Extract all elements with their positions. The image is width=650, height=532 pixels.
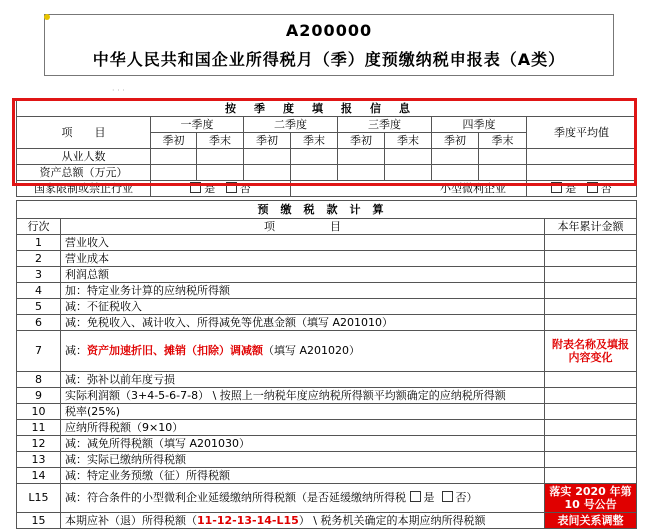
row-no: 10 <box>17 404 61 420</box>
row-no: 1 <box>17 235 61 251</box>
row-no: 7 <box>17 331 61 372</box>
input-cell[interactable] <box>432 149 479 165</box>
table-row <box>17 420 637 436</box>
table-row <box>17 331 637 372</box>
restricted-no-checkbox[interactable] <box>226 182 237 193</box>
input-cell[interactable] <box>291 149 338 165</box>
table-row <box>17 484 637 513</box>
yes-label: 是 <box>423 491 435 504</box>
restricted-industry-options <box>151 181 291 197</box>
no-label: 否） <box>455 491 478 504</box>
input-cell[interactable] <box>527 149 637 165</box>
q3-start-header: 季初 <box>338 133 385 149</box>
table-row <box>17 404 637 420</box>
row-no: 8 <box>17 372 61 388</box>
row-no: 3 <box>17 267 61 283</box>
employees-row <box>17 149 637 165</box>
row-no: 14 <box>17 468 61 484</box>
input-cell[interactable] <box>527 165 637 181</box>
amount-cell[interactable] <box>545 404 637 420</box>
input-cell[interactable] <box>432 165 479 181</box>
col-no-header: 行次 <box>17 219 61 235</box>
no-label: 否 <box>239 181 251 195</box>
row-no: 5 <box>17 299 61 315</box>
input-cell[interactable] <box>338 165 385 181</box>
amount-cell[interactable] <box>545 420 637 436</box>
note-attachment-change: 附表名称及填报内容变化 <box>545 331 637 372</box>
row-item: 本期应补（退）所得税额（11-12-13-14-L15） \ 税务机关确定的本期应纳所得税额 <box>61 513 545 529</box>
row-item: 减：实际已缴纳所得税额 <box>61 452 545 468</box>
row-item: 减：弥补以前年度亏损 <box>61 372 545 388</box>
no-label: 否 <box>600 181 612 195</box>
prepaid-tax-table <box>16 200 637 529</box>
row-item: 减：减免所得税额（填写 A201030） <box>61 436 545 452</box>
amount-cell[interactable] <box>545 235 637 251</box>
yes-label: 是 <box>565 181 577 195</box>
table-row <box>17 513 637 529</box>
table-row <box>17 235 637 251</box>
row-no: 9 <box>17 388 61 404</box>
q4-start-header: 季初 <box>432 133 479 149</box>
q4-header: 四季度 <box>432 117 527 133</box>
amount-cell[interactable] <box>545 251 637 267</box>
input-cell[interactable] <box>291 165 338 181</box>
table-row <box>17 468 637 484</box>
q2-header: 二季度 <box>244 117 338 133</box>
table-row <box>17 283 637 299</box>
input-cell[interactable] <box>479 149 527 165</box>
form-title: 中华人民共和国企业所得税月（季）度预缴纳税申报表（A类） <box>92 50 566 69</box>
form-code: A200000 <box>285 21 373 40</box>
row-item: 应纳所得税额（9×10） <box>61 420 545 436</box>
input-cell[interactable] <box>385 165 432 181</box>
assets-label: 资产总额（万元） <box>17 165 151 181</box>
restricted-industry-label: 国家限制或禁止行业 <box>17 181 151 197</box>
row-no: 15 <box>17 513 61 529</box>
table-row <box>17 372 637 388</box>
employees-label: 从业人数 <box>17 149 151 165</box>
table-row <box>17 267 637 283</box>
row-item: 加：特定业务计算的应纳税所得额 <box>61 283 545 299</box>
row-no: 11 <box>17 420 61 436</box>
q2-end-header: 季末 <box>291 133 338 149</box>
quarterly-info-table <box>16 100 637 197</box>
l15-yes-checkbox[interactable] <box>410 491 421 502</box>
table-row <box>17 251 637 267</box>
avg-header: 季度平均值 <box>527 117 637 149</box>
row-item: 营业收入 <box>61 235 545 251</box>
faint-artifact: · · · <box>112 86 125 95</box>
amount-cell[interactable] <box>545 315 637 331</box>
amount-cell[interactable] <box>545 468 637 484</box>
col-amount-header: 本年累计金额 <box>545 219 637 235</box>
table-row <box>17 436 637 452</box>
row-item: 实际利润额（3+4-5-6-7-8） \ 按照上一纳税年度应纳税所得额平均额确定的应纳税所得额 <box>61 388 545 404</box>
input-cell[interactable] <box>385 149 432 165</box>
amount-cell[interactable] <box>545 436 637 452</box>
row-no: 2 <box>17 251 61 267</box>
l15-no-checkbox[interactable] <box>442 491 453 502</box>
small-yes-checkbox[interactable] <box>551 182 562 193</box>
row-item: 利润总额 <box>61 267 545 283</box>
row-item: 减：资产加速折旧、摊销（扣除）调减额（填写 A201020） <box>61 331 545 372</box>
flags-row <box>17 181 637 197</box>
q3-header: 三季度 <box>338 117 432 133</box>
input-cell[interactable] <box>338 149 385 165</box>
form-title-box <box>44 14 614 76</box>
table-row <box>17 452 637 468</box>
highlight-text: 资产加速折旧、摊销（扣除）调减额 <box>87 344 263 357</box>
table-row <box>17 388 637 404</box>
row-item: 减：不征税收入 <box>61 299 545 315</box>
q4-end-header: 季末 <box>479 133 527 149</box>
input-cell[interactable] <box>151 149 197 165</box>
amount-cell[interactable] <box>545 299 637 315</box>
highlight-formula: 11-12-13-14-L15 <box>197 513 299 527</box>
row-no: 4 <box>17 283 61 299</box>
corner-marker <box>44 14 50 20</box>
info-section-title: 按季度填报信息 <box>17 101 637 117</box>
input-cell[interactable] <box>244 165 291 181</box>
amount-cell[interactable] <box>545 452 637 468</box>
row-item: 减：符合条件的小型微利企业延缓缴纳所得税额（是否延缓缴纳所得税 是 否） <box>61 484 545 513</box>
input-cell[interactable] <box>244 149 291 165</box>
item-header: 项 目 <box>17 117 151 149</box>
row-item: 营业成本 <box>61 251 545 267</box>
q1-start-header: 季初 <box>151 133 197 149</box>
row-item: 税率(25%) <box>61 404 545 420</box>
row-no: 6 <box>17 315 61 331</box>
col-item-header: 项 目 <box>61 219 545 235</box>
note-announcement-badge: 落实 2020 年第 10 号公告 <box>545 484 637 513</box>
input-cell[interactable] <box>197 149 244 165</box>
amount-cell[interactable] <box>545 267 637 283</box>
amount-cell[interactable] <box>545 372 637 388</box>
calc-section-title: 预缴税款计算 <box>17 201 637 219</box>
table-row <box>17 299 637 315</box>
table-row <box>17 315 637 331</box>
note-relation-badge: 表间关系调整 <box>545 513 637 529</box>
row-item: 减：免税收入、减计收入、所得减免等优惠金额（填写 A201010） <box>61 315 545 331</box>
small-enterprise-label: 小型微利企业 <box>291 181 527 197</box>
assets-row <box>17 165 637 181</box>
q1-end-header: 季末 <box>197 133 244 149</box>
q3-end-header: 季末 <box>385 133 432 149</box>
row-no: 12 <box>17 436 61 452</box>
row-no: 13 <box>17 452 61 468</box>
restricted-yes-checkbox[interactable] <box>190 182 201 193</box>
row-item: 减：特定业务预缴（征）所得税额 <box>61 468 545 484</box>
amount-cell[interactable] <box>545 283 637 299</box>
yes-label: 是 <box>204 181 216 195</box>
input-cell[interactable] <box>479 165 527 181</box>
small-enterprise-options <box>527 181 637 197</box>
input-cell[interactable] <box>197 165 244 181</box>
q2-start-header: 季初 <box>244 133 291 149</box>
amount-cell[interactable] <box>545 388 637 404</box>
small-no-checkbox[interactable] <box>587 182 598 193</box>
q1-header: 一季度 <box>151 117 244 133</box>
row-no: L15 <box>17 484 61 513</box>
input-cell[interactable] <box>151 165 197 181</box>
